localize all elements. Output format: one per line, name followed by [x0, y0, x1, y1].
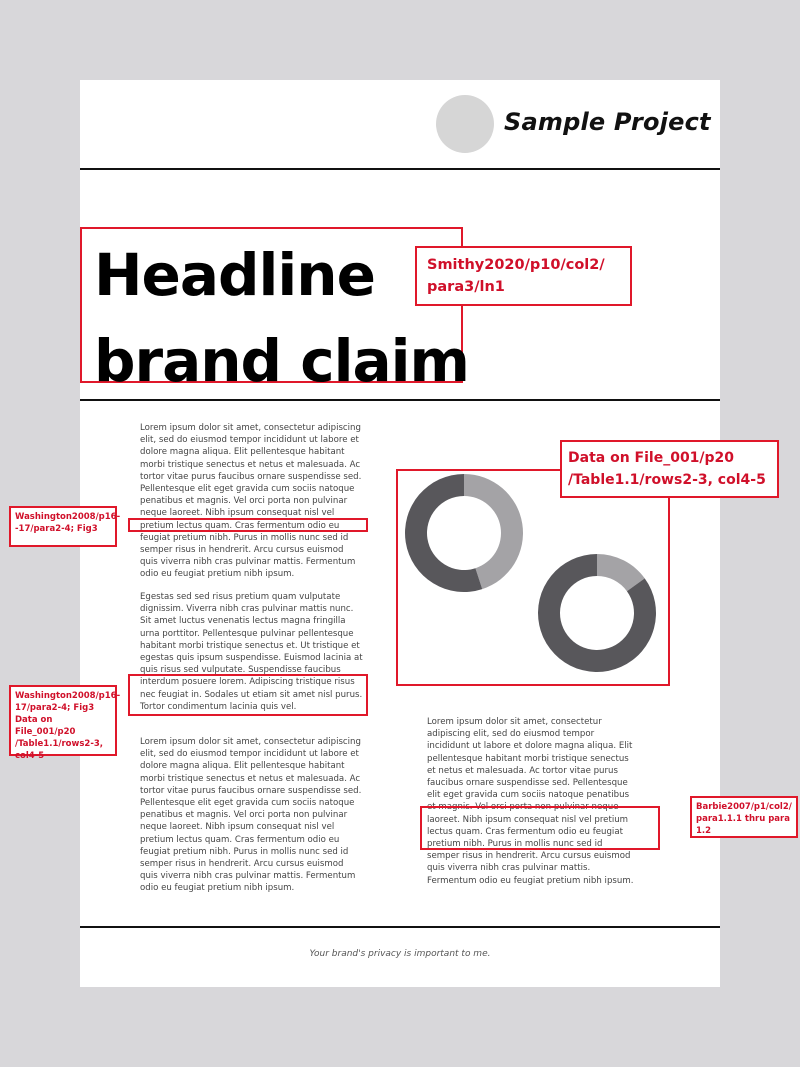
citation-line: para3/ln1: [427, 279, 505, 295]
headline: [94, 232, 469, 404]
text-line: semper risus in hendrerit. Arcu cursus euismod: [140, 859, 344, 870]
left-citation-1: [9, 506, 121, 547]
right-citation: [690, 796, 798, 838]
citation-line: Barbie2007/p1/col2/: [696, 802, 792, 812]
text-line: elit eget gravida cum sociis natoque penatibus: [427, 790, 630, 801]
text-line: elit, sed do eiusmod tempor incididunt ut labore et: [140, 749, 359, 760]
citation-line: /Table1.1/rows2-3,: [15, 739, 103, 749]
text-line: laoreet. Nibh ipsum consequat nisl vel pretium: [427, 814, 629, 825]
citation-line: Washington2008/p16-: [15, 691, 121, 701]
text-highlight-box: [420, 806, 660, 850]
citation-line: /Table1.1/rows2-3, col4-5: [568, 472, 766, 488]
text-line: pellentesque habitant morbi tristique senectus: [427, 753, 629, 764]
section-divider: [80, 399, 720, 401]
text-line: nec feugiat in. Sodales ut etiam sit amet nisl purus.: [140, 689, 363, 700]
text-line: neque laoreet. Nibh ipsum consequat nisl vel: [140, 822, 335, 833]
citation-line: Washington2008/p16-: [15, 512, 121, 522]
text-line: Lorem ipsum dolor sit amet, consectetur adipiscing: [140, 423, 361, 433]
footer-divider: [80, 926, 720, 928]
text-line: Lorem ipsum dolor sit amet, consectetur: [427, 717, 602, 727]
citation-line: col4-5: [15, 751, 45, 761]
text-line: Lorem ipsum dolor sit amet, consectetur adipiscing: [140, 737, 361, 747]
text-line: neque laoreet. Nibh ipsum consequat nisl vel: [140, 508, 335, 519]
citation-line: Data on File_001/p20: [568, 450, 735, 466]
text-line: feugiat pretium nibh. Purus in mollis nunc sed id: [140, 846, 349, 857]
text-line: quis viverra nibh cras pulvinar mattis. Fermentum: [140, 871, 356, 882]
column1-paragraph1: [140, 422, 361, 581]
chart-citation: [560, 440, 779, 498]
text-line: faucibus ornare suspendisse sed. Pellentesque: [427, 778, 628, 789]
text-line: pretium nibh. Purus in mollis nunc sed id: [427, 839, 603, 850]
text-line: interdum posuere lorem. Adipiscing tristique risus: [140, 677, 355, 688]
text-line: penatibus et magnis. Vel orci porta non pulvinar: [140, 810, 348, 821]
column1-paragraph3: [140, 736, 361, 895]
text-line: urna porttitor. Pellentesque pulvinar pellentesque: [140, 628, 354, 639]
text-line: dignissim. Viverra nibh cras pulvinar mattis nunc.: [140, 604, 354, 615]
text-line: Fermentum odio eu feugiat pretium nibh ipsum.: [427, 875, 634, 886]
text-line: et netus et malesuada. Ac tortor vitae purus: [427, 765, 618, 776]
text-highlight-box: [128, 674, 368, 716]
text-line: adipiscing elit, sed do eiusmod tempor: [427, 729, 595, 740]
text-line: semper risus in hendrerit. Arcu cursus euismod: [140, 545, 344, 556]
text-line: pretium lectus quam. Cras fermentum odio eu: [140, 834, 340, 845]
text-line: et magnis. Vel orci porta non pulvinar neque: [427, 802, 619, 813]
text-line: quis viverra nibh cras pulvinar mattis. Fermentum: [140, 557, 356, 568]
left-citation-2: [9, 685, 121, 761]
text-line: dolore magna aliqua. Elit pellentesque habitant: [140, 447, 345, 458]
text-line: dolore magna aliqua. Elit pellentesque habitant: [140, 761, 345, 772]
text-line: tortor vitae purus faucibus ornare suspendisse sed.: [140, 471, 362, 482]
text-line: elit, sed do eiusmod tempor incididunt ut labore et: [140, 435, 359, 446]
text-line: Pellentesque elit eget gravida cum sociis natoque: [140, 484, 355, 495]
text-line: Pellentesque elit eget gravida cum sociis natoque: [140, 798, 355, 809]
donut-charts: [396, 469, 670, 686]
citation-line: 17/para2-4; Fig3: [15, 703, 95, 713]
citation-line: Data on File_001/p20: [15, 715, 76, 737]
project-title: Sample Project: [504, 108, 711, 136]
headline-citation: [415, 246, 632, 306]
text-line: Egestas sed sed risus pretium quam vulputate: [140, 592, 341, 602]
logo-placeholder: [436, 95, 494, 153]
text-line: morbi tristique senectus et netus et malesuada. Ac: [140, 459, 361, 470]
text-line: Tortor condimentum lacinia quis vel.: [140, 701, 297, 712]
text-line: odio eu feugiat pretium nibh ipsum.: [140, 569, 295, 580]
text-line: Sit amet luctus venenatis lectus magna fringilla: [140, 616, 346, 627]
headline-line1: Headline: [94, 241, 375, 309]
text-line: egestas quis ipsum suspendisse. Euismod lacinia at: [140, 653, 363, 664]
citation-line: Smithy2020/p10/col2/: [427, 257, 605, 273]
text-line: incididunt ut labore et dolore magna aliqua. Elit: [427, 741, 633, 752]
text-line: quis viverra nibh cras pulvinar mattis.: [427, 863, 591, 874]
text-line: morbi tristique senectus et netus et malesuada. Ac: [140, 773, 361, 784]
column2-paragraph1: [427, 716, 633, 887]
headline-line2: brand claim: [94, 327, 469, 395]
text-line: penatibus et magnis. Vel orci porta non pulvinar: [140, 496, 348, 507]
text-line: odio eu feugiat pretium nibh ipsum.: [140, 883, 295, 894]
text-line: lectus quam. Cras fermentum odio eu feugiat: [427, 826, 623, 837]
text-line: pretium lectus quam. Cras fermentum odio eu: [140, 520, 340, 531]
text-line: habitant morbi tristique senectus et. Ut tristique et: [140, 640, 360, 651]
citation-line: para1.1.1 thru para 1.2: [696, 814, 790, 836]
text-line: semper risus in hendrerit. Arcu cursus euismod: [427, 851, 631, 862]
text-highlight-box: [128, 518, 368, 532]
text-line: feugiat pretium nibh. Purus in mollis nunc sed id: [140, 532, 349, 543]
text-line: tortor vitae purus faucibus ornare suspendisse sed.: [140, 785, 362, 796]
text-line: quis risus sed vulputate. Suspendisse faucibus: [140, 665, 341, 676]
header-divider: [80, 168, 720, 170]
footer-text: Your brand's privacy is important to me.: [309, 949, 491, 959]
citation-line: -17/para2-4; Fig3: [15, 524, 98, 534]
